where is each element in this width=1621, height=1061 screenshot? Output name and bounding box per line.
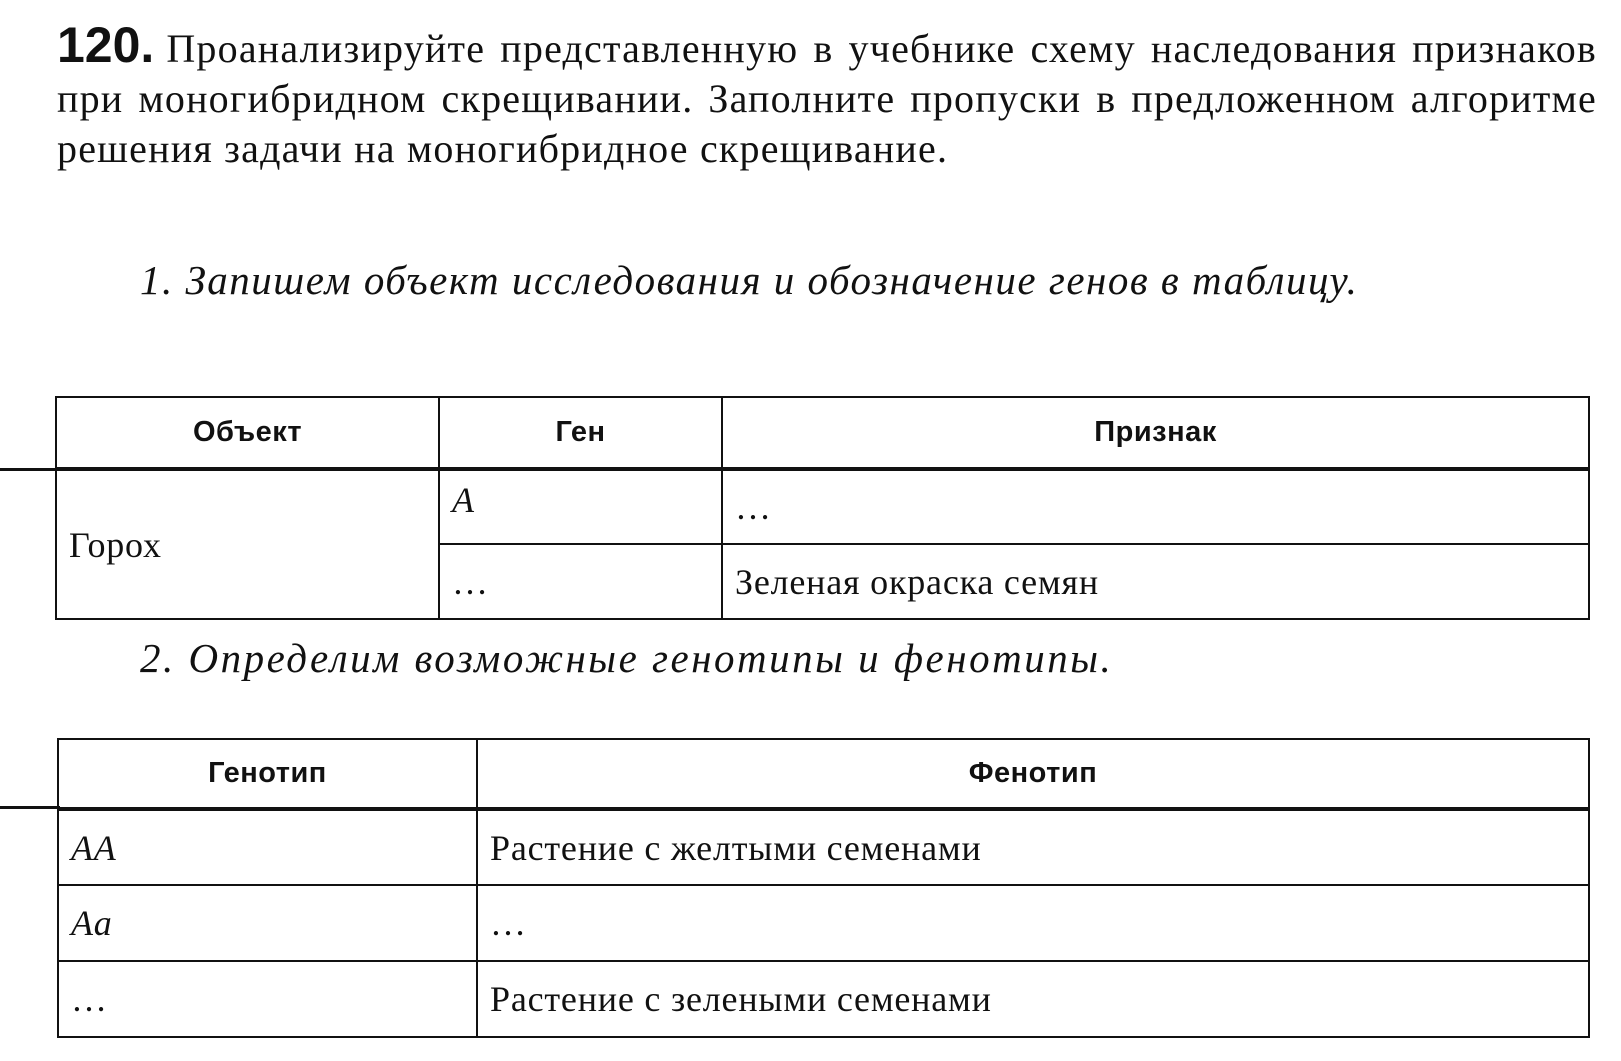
phenotype-cell: Растение с желтыми семенами — [477, 809, 1589, 885]
header-genotype: Генотип — [58, 739, 477, 809]
gene-cell: … — [439, 544, 722, 619]
task-text-block — [57, 17, 1597, 174]
genotype-cell: Aa — [58, 885, 477, 961]
table-row — [58, 809, 1589, 885]
phenotype-cell: … — [477, 885, 1589, 961]
table-row — [58, 961, 1589, 1037]
genotype-table — [57, 738, 1590, 1038]
genes-table — [55, 396, 1590, 620]
header-gene: Ген — [439, 397, 722, 469]
task-number: 120. — [57, 17, 155, 73]
table-row — [56, 469, 1589, 544]
trait-cell: … — [722, 469, 1589, 544]
gene-cell: A — [439, 469, 722, 544]
header-phenotype: Фенотип — [477, 739, 1589, 809]
trait-cell: Зеленая окраска семян — [722, 544, 1589, 619]
phenotype-cell: Растение с зелеными семенами — [477, 961, 1589, 1037]
table-row — [58, 885, 1589, 961]
genes-table-header-row — [56, 397, 1589, 469]
step-2-instruction: 2. Определим возможные генотипы и фенотипы. — [140, 635, 1114, 681]
header-trait: Признак — [722, 397, 1589, 469]
step-1-instruction: 1. Запишем объект исследования и обозначение генов в таблицу. — [140, 257, 1359, 303]
task-description: Проанализируйте представленную в учебнике схему наследования признаков при моногибридном скрещивании. Заполните пропуски в предложенном алгоритме решения задачи на моногибридное скрещивание. — [57, 26, 1597, 171]
genotype-cell: … — [58, 961, 477, 1037]
genotype-table-header-row — [58, 739, 1589, 809]
header-object: Объект — [56, 397, 439, 469]
object-cell: Горох — [56, 469, 439, 619]
table2-left-rule — [0, 806, 60, 809]
table1-left-rule — [0, 468, 60, 471]
genotype-cell: AA — [58, 809, 477, 885]
